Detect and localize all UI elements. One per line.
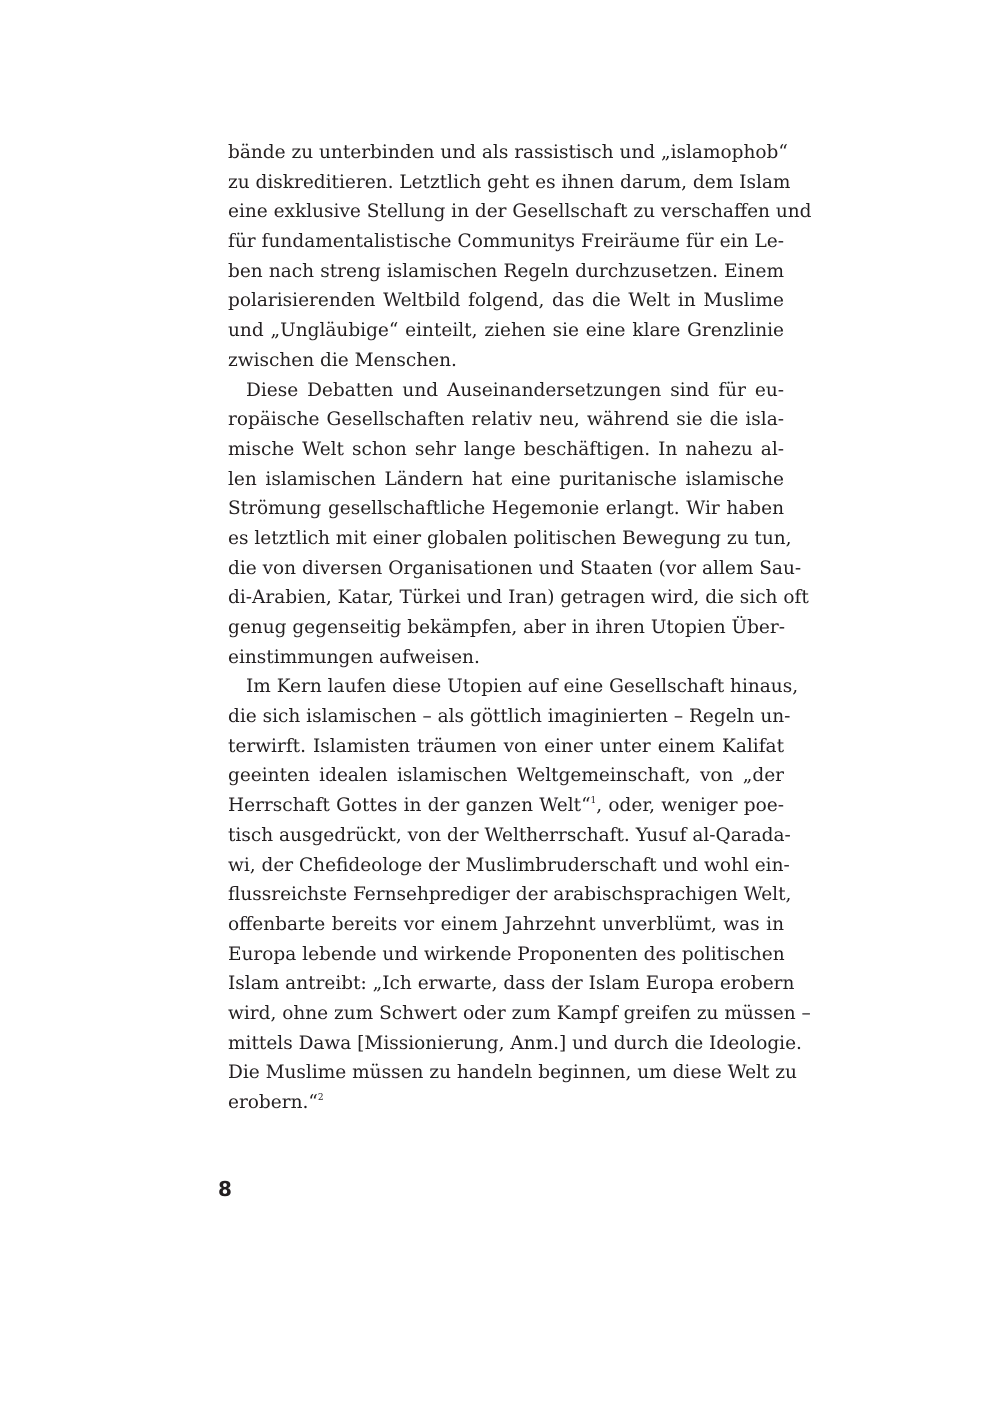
text-line: Die Muslime müssen zu handeln beginnen, um diese Welt zu xyxy=(228,1062,797,1084)
text-line: flussreichste Fernsehprediger der arabischsprachigen Welt, xyxy=(228,884,792,906)
text-line: einstimmungen aufweisen. xyxy=(228,646,480,668)
text-line: Im Kern laufen diese Utopien auf eine Gesellschaft hinaus, xyxy=(246,676,799,698)
text-line: geeinten idealen islamischen Weltgemeinschaft, von „der xyxy=(228,765,784,787)
text-line: ben nach streng islamischen Regeln durchzusetzen. Einem xyxy=(228,260,784,282)
text-line: polarisierenden Weltbild folgend, das die Welt in Muslime xyxy=(228,290,784,312)
paragraph-1 xyxy=(228,138,812,376)
text-line: die von diversen Organisationen und Staaten (vor allem Sau- xyxy=(228,557,802,579)
page-number: 8 xyxy=(218,1177,232,1201)
body-text xyxy=(228,138,812,1118)
text-line: Islam antreibt: „Ich erwarte, dass der Islam Europa erobern xyxy=(228,973,795,995)
text-line: wi, der Chefideologe der Muslimbruderschaft und wohl ein- xyxy=(228,854,790,876)
text-line: mittels Dawa [Missionierung, Anm.] und durch die Ideologie. xyxy=(228,1032,802,1054)
text-line: genug gegenseitig bekämpfen, aber in ihren Utopien Über- xyxy=(228,617,785,638)
text-fragment: Herrschaft Gottes in der ganzen Welt“ xyxy=(228,795,591,817)
text-line: zwischen die Menschen. xyxy=(228,349,457,371)
text-line-with-footnote xyxy=(228,1088,784,1118)
text-line: Diese Debatten und Auseinandersetzungen sind für eu- xyxy=(246,379,784,401)
text-line: für fundamentalistische Communitys Freiräume für ein Le- xyxy=(228,231,784,253)
paragraph-3 xyxy=(228,672,811,1117)
footnote-marker[interactable]: 2 xyxy=(317,1093,324,1103)
text-line: die sich islamischen – als göttlich imaginierten – Regeln un- xyxy=(228,706,791,728)
text-line: terwirft. Islamisten träumen von einer unter einem Kalifat xyxy=(228,735,784,757)
text-fragment: , oder, weniger poe- xyxy=(596,795,784,817)
text-line: ropäische Gesellschaften relativ neu, während sie die isla- xyxy=(228,409,784,431)
paragraph-2 xyxy=(228,376,809,673)
text-line: und „Ungläubige“ einteilt, ziehen sie eine klare Grenzlinie xyxy=(228,320,784,342)
text-fragment: erobern.“ xyxy=(228,1092,318,1113)
text-line: bände zu unterbinden und als rassistisch und „islamophob“ xyxy=(228,142,788,163)
text-line: di-Arabien, Katar, Türkei und Iran) getragen wird, die sich oft xyxy=(228,587,809,609)
text-line: Strömung gesellschaftliche Hegemonie erlangt. Wir haben xyxy=(228,498,784,520)
text-line: len islamischen Ländern hat eine puritanische islamische xyxy=(228,468,784,490)
text-line: Europa lebende und wirkende Proponenten des politischen xyxy=(228,943,785,965)
text-line: eine exklusive Stellung in der Gesellschaft zu verschaffen und xyxy=(228,201,812,223)
text-line: tisch ausgedrückt, von der Weltherrschaft. Yusuf al-Qarada- xyxy=(228,824,791,846)
text-line: zu diskreditieren. Letztlich geht es ihnen darum, dem Islam xyxy=(228,171,791,193)
text-line: mische Welt schon sehr lange beschäftigen. In nahezu al- xyxy=(228,438,784,460)
text-line: offenbarte bereits vor einem Jahrzehnt unverblümt, was in xyxy=(228,913,784,935)
text-line-with-footnote xyxy=(228,791,784,821)
text-line: wird, ohne zum Schwert oder zum Kampf greifen zu müssen – xyxy=(228,1002,811,1024)
text-line: es letztlich mit einer globalen politischen Bewegung zu tun, xyxy=(228,527,792,549)
footnote-marker[interactable]: 1 xyxy=(590,796,597,807)
